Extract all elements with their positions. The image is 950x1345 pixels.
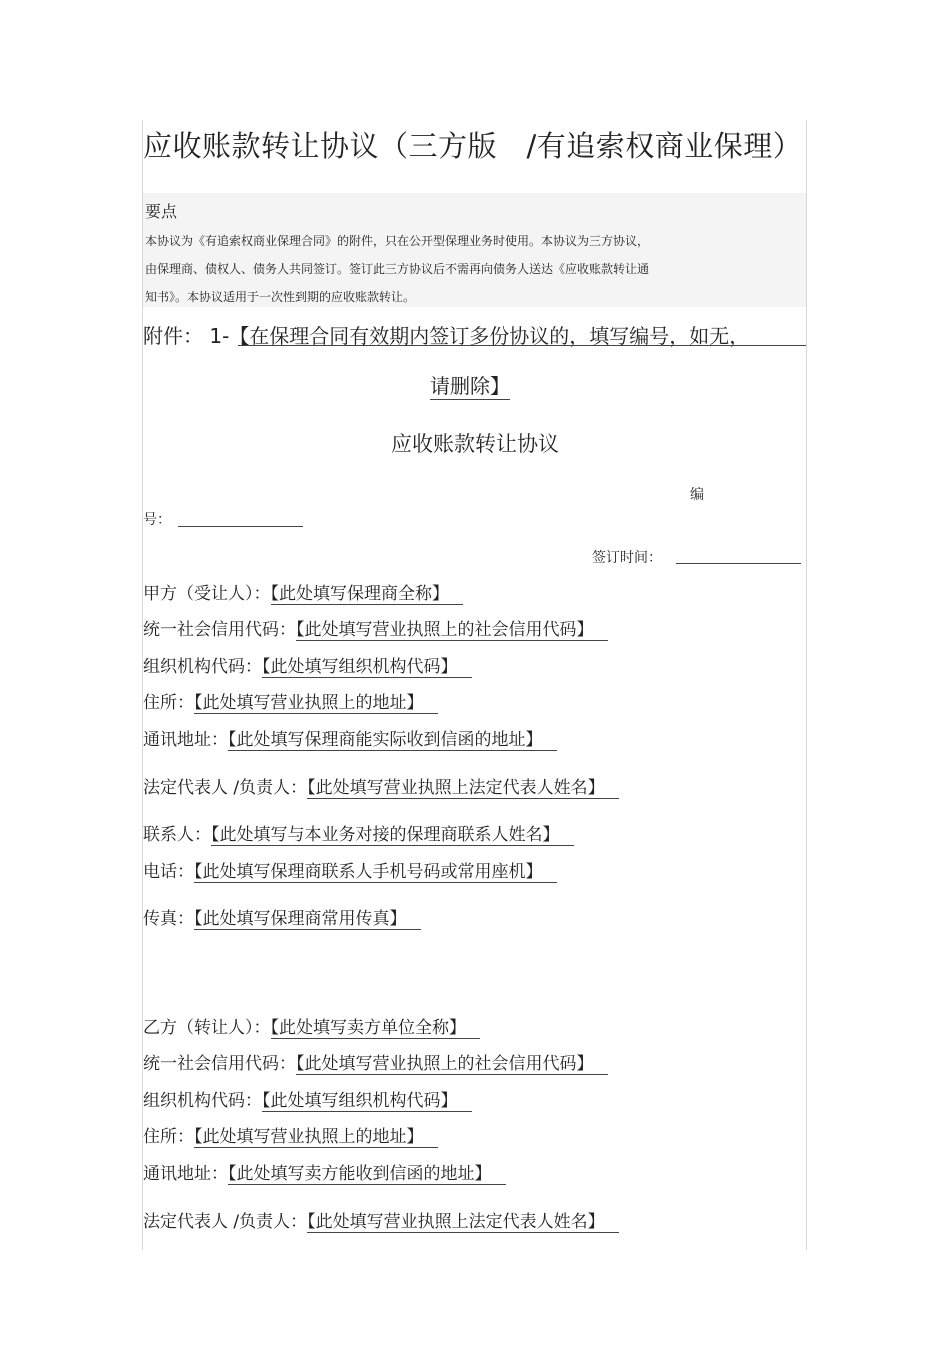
notes-line: 由保理商、债权人、债务人共同签订。签订此三方协议后不需再向债务人送达《应收账款转让通 <box>145 262 650 276</box>
sign-time-field[interactable] <box>676 563 801 564</box>
attachment-text-continued[interactable]: 请删除】 <box>430 370 510 400</box>
sign-time-label: 签订时间： <box>592 550 662 566</box>
party-a-mail-address-row <box>143 725 557 750</box>
party-b-credit-code-row <box>143 1049 608 1074</box>
party-b-address-row <box>143 1122 438 1147</box>
number-label-b: 号： <box>143 512 171 528</box>
party-a-fax-row <box>143 904 421 929</box>
party-a-contact-row <box>143 820 574 845</box>
notes-line: 知书》。本协议适用于一次性到期的应收账款转让。 <box>145 290 416 304</box>
number-field[interactable] <box>178 526 303 527</box>
field-label: 法定代表人 /负责人： <box>143 1212 308 1232</box>
field-value[interactable]: 【此处填写营业执照上的地址】 <box>194 1127 438 1148</box>
field-value[interactable]: 【此处填写营业执照上法定代表人姓名】 <box>307 778 619 799</box>
attachment-prefix: 附件： 1- <box>143 324 230 348</box>
attachment-underline <box>238 345 806 346</box>
field-label: 传真： <box>143 909 194 929</box>
field-label: 通讯地址： <box>143 730 228 750</box>
party-b-representative-row <box>143 1207 619 1232</box>
page-title: 应收账款转让协议（三方版 /有追索权商业保理） <box>143 129 803 163</box>
field-value[interactable]: 【此处填写卖方单位全称】 <box>271 1018 481 1039</box>
party-a-phone-row <box>143 857 557 882</box>
notes-line: 本协议为《有追索权商业保理合同》的附件，只在公开型保理业务时使用。本协议为三方协议， <box>145 234 650 248</box>
field-label: 组织机构代码： <box>143 1091 262 1111</box>
party-b-name-row <box>143 1013 480 1038</box>
field-value[interactable]: 【此处填写营业执照上的社会信用代码】 <box>296 620 608 641</box>
agreement-subtitle: 应收账款转让协议 <box>391 432 559 456</box>
field-value[interactable]: 【此处填写组织机构代码】 <box>262 1091 472 1112</box>
field-label: 统一社会信用代码： <box>143 620 296 640</box>
number-label-a: 编 <box>690 487 704 503</box>
field-value[interactable]: 【此处填写卖方能收到信函的地址】 <box>228 1164 506 1185</box>
field-value[interactable]: 【此处填写组织机构代码】 <box>262 657 472 678</box>
field-value[interactable]: 【此处填写保理商常用传真】 <box>194 909 421 930</box>
notes-box <box>143 193 806 307</box>
field-label: 甲方（受让人）： <box>143 584 271 604</box>
field-label: 电话： <box>143 862 194 882</box>
field-label: 住所： <box>143 1127 194 1147</box>
field-label: 统一社会信用代码： <box>143 1054 296 1074</box>
right-margin-line <box>806 120 807 1250</box>
party-a-address-row <box>143 688 438 713</box>
field-value[interactable]: 【此处填写保理商联系人手机号码或常用座机】 <box>194 862 557 883</box>
field-value[interactable]: 【此处填写营业执照上的地址】 <box>194 693 438 714</box>
notes-heading: 要点 <box>145 202 178 221</box>
party-a-credit-code-row <box>143 615 608 640</box>
field-label: 住所： <box>143 693 194 713</box>
field-label: 法定代表人 /负责人： <box>143 778 308 798</box>
party-b-org-code-row <box>143 1086 472 1111</box>
attachment-text[interactable]: 【在保理合同有效期内签订多份协议的，填写编号，如无， <box>229 324 750 348</box>
field-label: 联系人： <box>143 825 211 845</box>
party-b-mail-address-row <box>143 1159 506 1184</box>
party-a-name-row <box>143 579 463 604</box>
field-value[interactable]: 【此处填写营业执照上的社会信用代码】 <box>296 1054 608 1075</box>
field-label: 组织机构代码： <box>143 657 262 677</box>
field-value[interactable]: 【此处填写保理商全称】 <box>271 584 464 605</box>
field-label: 乙方（转让人）： <box>143 1018 271 1038</box>
field-value[interactable]: 【此处填写与本业务对接的保理商联系人姓名】 <box>211 825 574 846</box>
field-label: 通讯地址： <box>143 1164 228 1184</box>
party-a-representative-row <box>143 773 619 798</box>
field-value[interactable]: 【此处填写保理商能实际收到信函的地址】 <box>228 730 557 751</box>
field-value[interactable]: 【此处填写营业执照上法定代表人姓名】 <box>307 1212 619 1233</box>
party-a-org-code-row <box>143 652 472 677</box>
